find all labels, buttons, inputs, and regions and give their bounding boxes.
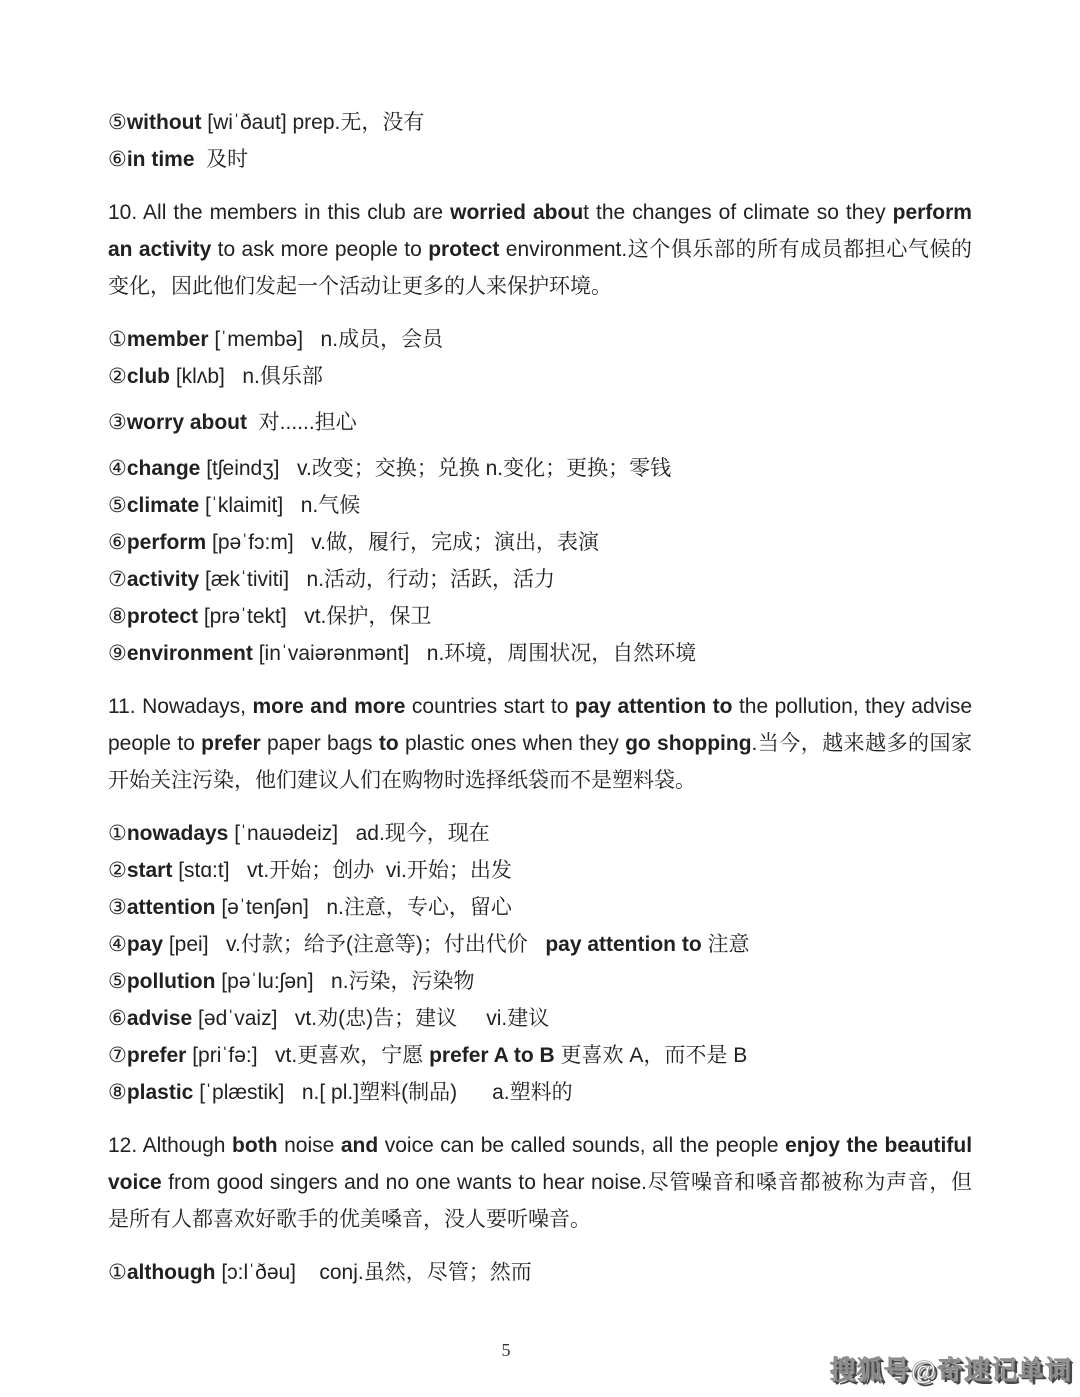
entry-without: [108, 104, 972, 141]
text-segment: environment.这个俱乐部的所有成员都担心气候的变化，因此他们发起一个活动让更多的人来保护环境。: [108, 238, 972, 298]
entry-worry-about: [108, 404, 972, 441]
keyword-bold-segment: more and more: [252, 695, 406, 718]
sentence-10-text: [108, 194, 972, 305]
text-segment: [pei] v.付款；给予(注意等)；付出代价: [163, 933, 546, 956]
keyword-bold-segment: worried abou: [450, 201, 584, 224]
keyword-bold-segment: climate: [126, 494, 200, 517]
entry-attention: [108, 889, 972, 926]
text-segment: 注意: [701, 933, 750, 956]
keyword-bold-segment: worry about: [126, 411, 248, 434]
sentence-10: [108, 194, 972, 305]
keyword-bold-segment: go shopping: [625, 732, 752, 755]
entry-nowadays: [108, 815, 972, 852]
text-segment: 10. All the members in this club are: [108, 201, 451, 224]
text-segment: noise: [277, 1134, 341, 1157]
keyword-bold-segment: perform an activity: [108, 201, 972, 261]
entry-plastic: [108, 1074, 972, 1111]
text-segment: ①: [108, 1261, 127, 1284]
entries-12: [108, 1254, 972, 1291]
entry-in-time: [108, 141, 972, 178]
document-content: [108, 104, 972, 1300]
entry-pay: [108, 926, 972, 963]
text-segment: 对......担心: [247, 411, 357, 434]
text-segment: ②: [108, 365, 127, 388]
text-segment: from good singers and no one wants to hear noise.尽管噪音和嗓音都被称为声音，但是所有人都喜欢好歌手的优美嗓音，没人要听噪音。: [108, 1171, 972, 1231]
text-segment: .当今，越来越多的国家开始关注污染，他们建议人们在购物时选择纸袋而不是塑料袋。: [108, 732, 972, 792]
keyword-bold-segment: perform: [126, 531, 207, 554]
sentence-12: [108, 1127, 972, 1238]
keyword-bold-segment: protect: [428, 238, 500, 261]
entry-advise: [108, 1000, 972, 1037]
keyword-bold-segment: protect: [126, 605, 199, 628]
text-segment: [stɑ:t] vt.开始；创办 vi.开始；出发: [172, 859, 512, 882]
entry-protect: [108, 598, 972, 635]
text-segment: countries start to: [405, 695, 575, 718]
entry-pollution: [108, 963, 972, 1000]
entry-perform: [108, 524, 972, 561]
entry-activity: [108, 561, 972, 598]
text-segment: ⑥: [108, 531, 127, 554]
keyword-bold-segment: prefer A to B: [429, 1044, 555, 1067]
text-segment: ①: [108, 822, 127, 845]
entry-climate: [108, 487, 972, 524]
text-segment: [priˈfə:] vt.更喜欢，宁愿: [186, 1044, 430, 1067]
text-segment: [ɔ:lˈðəu] conj.虽然，尽管；然而: [215, 1261, 532, 1284]
text-segment: 12. Although: [108, 1134, 233, 1157]
text-segment: [ˈplæstik] n.[ pl.]塑料(制品) a.塑料的: [193, 1081, 573, 1104]
text-segment: voice can be called sounds, all the people: [378, 1134, 786, 1157]
keyword-bold-segment: and: [340, 1134, 379, 1157]
keyword-bold-segment: pay attention to: [574, 695, 733, 718]
text-segment: [wiˈðaut] prep.无，没有: [201, 111, 425, 134]
entry-club: [108, 358, 972, 395]
text-segment: [ˈklaimit] n.气候: [199, 494, 361, 517]
keyword-bold-segment: to: [378, 732, 399, 755]
text-segment: [əˈtenʃən] n.注意，专心，留心: [215, 896, 512, 919]
text-segment: the pollution, they advise people to: [108, 695, 972, 755]
text-segment: ⑨: [108, 642, 127, 665]
sentence-11: [108, 688, 972, 799]
text-segment: [pəˈlu:ʃən] n.污染，污染物: [215, 970, 475, 993]
entry-environment: [108, 635, 972, 672]
entry-member: [108, 321, 972, 358]
entries-10-worry-about: [108, 404, 972, 441]
keyword-bold-segment: pollution: [126, 970, 216, 993]
text-segment: ⑤: [108, 970, 127, 993]
text-segment: to ask more people to: [211, 238, 429, 261]
keyword-bold-segment: enjoy the beautiful voice: [108, 1134, 973, 1194]
keyword-bold-segment: member: [126, 328, 209, 351]
keyword-bold-segment: pay attention to: [545, 933, 702, 956]
text-segment: [pəˈfɔ:m] v.做，履行，完成；演出，表演: [206, 531, 599, 554]
text-segment: [tʃeindʒ] v.改变；交换；兑换 n.变化；更换；零钱: [200, 457, 672, 480]
text-segment: ②: [108, 859, 127, 882]
text-segment: plastic ones when they: [398, 732, 626, 755]
entry-prefer: [108, 1037, 972, 1074]
text-segment: ③: [108, 411, 127, 434]
keyword-bold-segment: nowadays: [126, 822, 229, 845]
keyword-bold-segment: club: [126, 365, 170, 388]
text-segment: t the changes of climate so they: [583, 201, 893, 224]
text-segment: ⑦: [108, 568, 127, 591]
entries-11: [108, 815, 972, 1111]
keyword-bold-segment: attention: [126, 896, 216, 919]
keyword-bold-segment: change: [126, 457, 201, 480]
text-segment: [ækˈtiviti] n.活动，行动；活跃，活力: [199, 568, 556, 591]
text-segment: ⑥: [108, 1007, 127, 1030]
entries-10-member-club: [108, 321, 972, 395]
keyword-bold-segment: without: [126, 111, 202, 134]
sentence-12-text: [108, 1127, 972, 1238]
keyword-bold-segment: both: [232, 1134, 278, 1157]
text-segment: ④: [108, 457, 127, 480]
keyword-bold-segment: activity: [126, 568, 200, 591]
text-segment: ①: [108, 328, 127, 351]
text-segment: [prəˈtekt] vt.保护，保卫: [198, 605, 432, 628]
text-segment: 更喜欢 A，而不是 B: [554, 1044, 748, 1067]
keyword-bold-segment: advise: [126, 1007, 193, 1030]
keyword-bold-segment: pay: [126, 933, 164, 956]
sentence-11-text: [108, 688, 972, 799]
text-segment: [inˈvaiərənmənt] n.环境，周围状况，自然环境: [252, 642, 697, 665]
page-number: 5: [501, 1340, 511, 1360]
text-segment: ④: [108, 933, 127, 956]
text-segment: ③: [108, 896, 127, 919]
text-segment: ⑤: [108, 494, 127, 517]
text-segment: ⑦: [108, 1044, 127, 1067]
carryover-entries: [108, 104, 972, 178]
text-segment: [ˈmembə] n.成员，会员: [208, 328, 444, 351]
text-segment: 及时: [194, 148, 249, 171]
keyword-bold-segment: prefer: [201, 732, 261, 755]
text-segment: paper bags: [260, 732, 379, 755]
keyword-bold-segment: start: [126, 859, 173, 882]
keyword-bold-segment: in time: [126, 148, 195, 171]
keyword-bold-segment: although: [126, 1261, 216, 1284]
watermark-text: 搜狐号@奇速记单词: [829, 1355, 1072, 1385]
keyword-bold-segment: plastic: [126, 1081, 194, 1104]
text-segment: 11. Nowadays,: [108, 695, 253, 718]
text-segment: ⑤: [108, 111, 127, 134]
text-segment: ⑧: [108, 1081, 127, 1104]
entry-although: [108, 1254, 972, 1291]
keyword-bold-segment: environment: [126, 642, 253, 665]
entries-10-change-environment: [108, 450, 972, 672]
text-segment: [ˈnauədeiz] ad.现今，现在: [228, 822, 490, 845]
entry-change: [108, 450, 972, 487]
text-segment: [klʌb] n.俱乐部: [170, 365, 323, 388]
text-segment: [ədˈvaiz] vt.劝(忠)告；建议 vi.建议: [192, 1007, 550, 1030]
text-segment: ⑧: [108, 605, 127, 628]
keyword-bold-segment: prefer: [126, 1044, 187, 1067]
entry-start: [108, 852, 972, 889]
text-segment: ⑥: [108, 148, 127, 171]
